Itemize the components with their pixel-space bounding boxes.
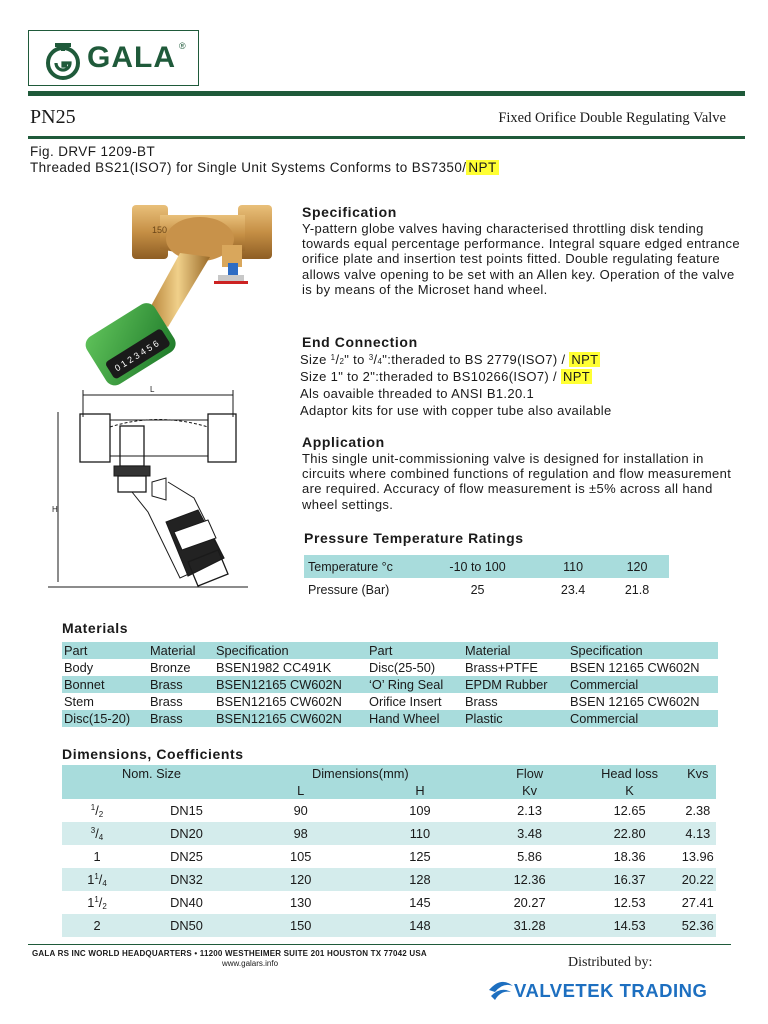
materials-table: [62, 642, 718, 727]
head-loss-k: 14.53: [580, 914, 680, 937]
table-cell: EPDM Rubber: [463, 676, 568, 693]
table-row: [62, 845, 716, 868]
length-l: 150: [241, 914, 360, 937]
brand-logo: [28, 30, 199, 86]
table-header-row: [62, 765, 716, 782]
table-cell: Pressure (Bar): [308, 582, 390, 597]
table-cell: BSEN12165 CW602N: [216, 694, 342, 709]
table-cell: Specification: [568, 642, 718, 659]
kvs-value: 52.36: [680, 914, 716, 937]
table-cell: Plastic: [463, 710, 568, 727]
table-row: [62, 914, 716, 937]
brand-name: GALA: [87, 41, 176, 74]
flow-kv: 31.28: [480, 914, 580, 937]
table-cell: Part: [367, 642, 463, 659]
kvs-value: 20.22: [680, 868, 716, 891]
end-connection-line-2: Size 1" to 2":theraded to BS10266(ISO7) / NPT: [300, 369, 591, 384]
head-loss-k: 16.37: [580, 868, 680, 891]
header-k: K: [580, 782, 680, 799]
table-cell: -10 to 100: [414, 555, 541, 578]
height-h: 125: [409, 849, 431, 864]
table-cell: 25: [470, 582, 485, 597]
application-heading: Application: [302, 434, 385, 450]
head-loss-k: 22.80: [580, 822, 680, 845]
threaded-standard-line: [30, 160, 499, 175]
length-l: 120: [241, 868, 360, 891]
nominal-size-dn: DN32: [132, 868, 241, 891]
flow-kv: 5.86: [517, 849, 543, 864]
table-header-row: [62, 642, 718, 659]
table-row: [62, 799, 716, 822]
header-flow: Flow: [480, 765, 580, 782]
table-cell: BSEN 12165 CW602N: [570, 660, 700, 675]
nominal-size-dn: DN25: [170, 849, 203, 864]
height-h: 128: [360, 868, 479, 891]
table-cell: Brass+PTFE: [465, 660, 538, 675]
height-h: 109: [409, 803, 431, 818]
kvs-value: 4.13: [680, 822, 716, 845]
table-row: [62, 693, 718, 710]
table-cell: 21.8: [624, 582, 650, 597]
table-cell: Commercial: [568, 676, 718, 693]
kvs-value: 2.38: [685, 803, 711, 818]
table-cell: Stem: [64, 694, 94, 709]
distributed-by-label: Distributed by:: [568, 955, 653, 970]
pressure-temperature-heading: Pressure Temperature Ratings: [304, 530, 524, 546]
table-cell: Part: [62, 642, 148, 659]
gala-valve-logo-icon: [43, 41, 83, 81]
end-connection-heading: End Connection: [302, 334, 418, 350]
valvetek-logo-icon: [487, 976, 515, 1004]
table-row: [62, 710, 718, 727]
registered-mark: ®: [179, 41, 186, 51]
dimensions-heading: Dimensions, Coefficients: [62, 746, 244, 762]
threaded-text: Threaded BS21(ISO7) for Single Unit Systems Conforms to BS7350/: [30, 160, 467, 175]
table-cell: Body: [64, 660, 94, 675]
specification-body: Y-pattern globe valves having characterised throttling disk tending towards equal percentage performance. Integral square edged entrance orifice plate and insertion test points fitted. Double regulating feature allows valve opening to be set with an Allen key. Operation of the valve is by means of the Microset hand wheel.: [302, 221, 740, 297]
head-loss-k: 12.65: [613, 803, 646, 818]
table-cell: Material: [463, 642, 568, 659]
header-kv: Kv: [480, 782, 580, 799]
nominal-size-dn: DN50: [132, 914, 241, 937]
table-cell: BSEN12165 CW602N: [214, 676, 367, 693]
nominal-size-inch: $^3/_4$: [62, 822, 132, 845]
table-cell: BSEN 12165 CW602N: [570, 694, 700, 709]
website-link[interactable]: www.galars.info: [222, 959, 279, 968]
table-cell: Orifice Insert: [369, 694, 442, 709]
valve-dimension-drawing: [48, 382, 298, 598]
headquarters-address: GALA RS INC WORLD HEADQUARTERS • 11200 WESTHEIMER SUITE 201 HOUSTON TX 77042 USA: [32, 949, 427, 958]
dimension-h-label: H: [52, 505, 58, 514]
table-row: [62, 659, 718, 676]
flow-kv: 12.36: [480, 868, 580, 891]
nominal-size-inch: 2: [62, 914, 132, 937]
table-cell: Disc(15-20): [62, 710, 148, 727]
npt-highlight: NPT: [571, 352, 599, 367]
nominal-size-dn: DN40: [170, 895, 203, 910]
table-cell: Specification: [214, 642, 367, 659]
pressure-rating: PN25: [30, 106, 76, 128]
kvs-value: 27.41: [681, 895, 714, 910]
flow-kv: 20.27: [513, 895, 546, 910]
table-row: [62, 891, 716, 914]
table-cell: Bonnet: [62, 676, 148, 693]
dimensions-table: [62, 765, 716, 937]
table-cell: ‘O’ Ring Seal: [367, 676, 463, 693]
length-l: 105: [290, 849, 312, 864]
header-kvs: Kvs: [680, 765, 716, 782]
header-nominal-size: Nom. Size: [62, 765, 241, 782]
end-connection-line-4: Adaptor kits for use with copper tube also available: [300, 403, 612, 418]
header-l: L: [241, 782, 360, 799]
flow-kv: 2.13: [517, 803, 543, 818]
nominal-size-dn: DN20: [132, 822, 241, 845]
valve-product-image: [60, 197, 300, 407]
table-cell: BSEN1982 CC491K: [216, 660, 332, 675]
head-loss-k: 12.53: [613, 895, 646, 910]
svg-text:150: 150: [152, 225, 168, 235]
footer-rule: [28, 944, 731, 945]
table-header-row: [62, 782, 716, 799]
table-cell: Brass: [148, 710, 214, 727]
dimension-l-label: L: [150, 385, 155, 394]
table-row: [62, 676, 718, 693]
header-dimensions: Dimensions(mm): [241, 765, 480, 782]
head-loss-k: 18.36: [613, 849, 646, 864]
end-connection-line-3: Als oavaible threaded to ANSI B1.20.1: [300, 386, 535, 401]
title-rule: [28, 136, 745, 139]
table-cell: Hand Wheel: [367, 710, 463, 727]
pressure-temperature-table: [304, 555, 669, 601]
height-h: 145: [409, 895, 431, 910]
specification-heading: Specification: [302, 204, 397, 220]
materials-heading: Materials: [62, 620, 129, 636]
table-cell: Brass: [465, 694, 498, 709]
length-l: 98: [241, 822, 360, 845]
height-h: 110: [360, 822, 479, 845]
npt-highlight: NPT: [468, 160, 497, 175]
svg-text:0 1 2 3 4 5 6: 0 1 2 3 4 5 6: [112, 338, 161, 374]
table-cell: Commercial: [568, 710, 718, 727]
header-rule: [28, 91, 745, 96]
table-cell: BSEN12165 CW602N: [214, 710, 367, 727]
nominal-size-inch: $1^1/_2$: [87, 894, 107, 911]
figure-number: Fig. DRVF 1209-BT: [30, 144, 156, 159]
table-cell: 110: [541, 555, 605, 578]
flow-kv: 3.48: [480, 822, 580, 845]
height-h: 148: [360, 914, 479, 937]
table-cell: Temperature °c: [304, 555, 414, 578]
length-l: 130: [290, 895, 312, 910]
table-row: [62, 822, 716, 845]
header-head-loss: Head loss: [580, 765, 680, 782]
table-cell: Brass: [148, 676, 214, 693]
application-body: This single unit-commissioning valve is designed for installation in circuits where combined functions of regulation and flow measurement are required. Accuracy of flow measurement is ±5% across all hand wheel settings.: [302, 451, 732, 512]
table-row: [304, 578, 669, 601]
npt-highlight: NPT: [562, 369, 591, 384]
nominal-size-inch: 1: [93, 849, 101, 864]
table-cell: Disc(25-50): [369, 660, 436, 675]
table-cell: 120: [605, 555, 669, 578]
table-cell: 23.4: [560, 582, 586, 597]
header-h: H: [360, 782, 479, 799]
product-title: Fixed Orifice Double Regulating Valve: [498, 110, 726, 126]
end-connection-line-1: Size $^1$/2" to $^3$/4":theraded to BS 2779(ISO7) / NPT: [300, 352, 599, 367]
nominal-size-dn: DN15: [170, 803, 203, 818]
table-row: [62, 868, 716, 891]
end-connection-list: [300, 352, 740, 420]
kvs-value: 13.96: [681, 849, 714, 864]
table-cell: Bronze: [150, 660, 191, 675]
table-row: [304, 555, 669, 578]
table-cell: Material: [148, 642, 214, 659]
length-l: 90: [293, 803, 308, 818]
distributor-name: VALVETEK TRADING: [514, 980, 708, 1001]
nominal-size-inch: $^1/_2$: [90, 802, 104, 819]
table-cell: Brass: [150, 694, 183, 709]
nominal-size-inch: $1^1/_4$: [62, 868, 132, 891]
